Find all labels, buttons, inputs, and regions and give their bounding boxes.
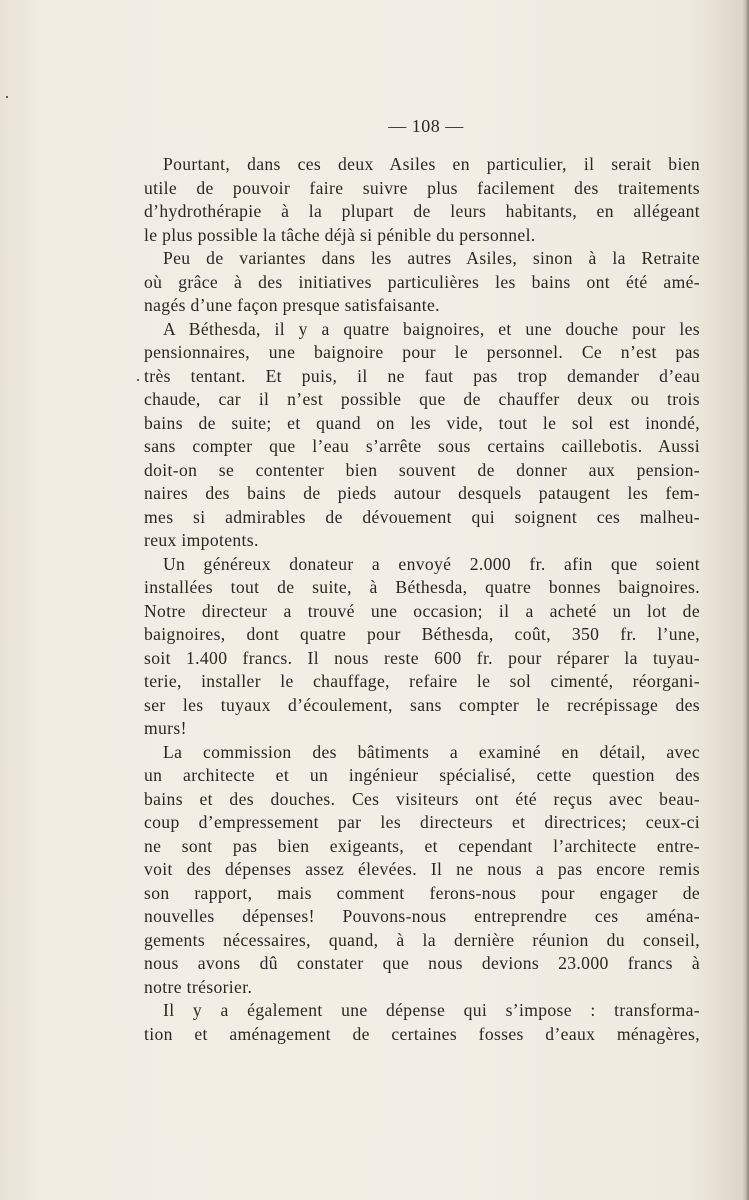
text-line: un architecte et un ingénieur spécialisé, cette question des [144,765,700,785]
text-line: son rapport, mais comment ferons-nous pour engager de [144,882,700,903]
text-line: nagés d’une façon presque satisfaisante. [144,295,440,315]
text-line: A Béthesda, il y a quatre baignoires, et une douche pour les [163,318,700,339]
text-line: soit 1.400 francs. Il nous reste 600 fr. pour réparer la tuyau- [144,647,700,668]
text-line: très tentant. Et puis, il ne faut pas trop demander d’eau [144,365,700,386]
text-line: pensionnaires, une baignoire pour le personnel. Ce n’est pas [144,342,700,362]
text-line: voit des dépenses assez élevées. Il ne nous a pas encore remis [144,859,700,879]
text-line: Peu de variantes dans les autres Asiles, sinon à la Retraite [163,248,700,268]
text-line: Notre directeur a trouvé une occasion; il a acheté un lot de [144,600,700,621]
text-line: reux impotents. [144,530,259,550]
text-line: d’hydrothérapie à la plupart de leurs habitants, en allégeant [144,201,700,221]
text-line: utile de pouvoir faire suivre plus facilement des traitements [144,177,700,198]
text-line: doit-on se contenter bien souvent de donner aux pension- [144,459,700,480]
text-line: murs! [144,718,187,738]
text-line: baignoires, dont quatre pour Béthesda, coût, 350 fr. l’une, [144,624,700,644]
paper-speck [6,96,8,98]
paper-speck [137,379,139,381]
text-line: nous avons dû constater que nous devions 23.000 francs à [144,953,700,973]
page-number: — 108 — [388,116,464,136]
text-line: bains et des douches. Ces visiteurs ont été reçus avec beau- [144,788,700,809]
page-edge-shadow [745,0,749,1200]
text-line: le plus possible la tâche déjà si pénible du personnel. [144,224,536,245]
text-line: Il y a également une dépense qui s’impose : transforma- [163,1000,700,1020]
text-line: nouvelles dépenses! Pouvons-nous entreprendre ces aména- [144,906,700,926]
text-line: La commission des bâtiments a examiné en détail, avec [163,741,700,762]
text-line: Pourtant, dans ces deux Asiles en particulier, il serait bien [163,154,700,174]
text-line: tion et aménagement de certaines fosses d’eaux ménagères, [144,1023,700,1044]
text-line: terie, installer le chauffage, refaire le sol cimenté, réorgani- [144,671,700,691]
text-line: naires des bains de pieds autour desquels pataugent les fem- [144,483,700,503]
text-line: Un généreux donateur a envoyé 2.000 fr. afin que soient [163,553,700,574]
text-line: mes si admirables de dévouement qui soignent ces malheu- [144,506,700,527]
text-line: bains de suite; et quand on les vide, tout le sol est inondé, [144,412,700,433]
text-line: chaude, car il n’est possible que de chauffer deux ou trois [144,389,700,409]
text-line: ser les tuyaux d’écoulement, sans compter le recrépissage des [144,694,700,715]
text-line: gements nécessaires, quand, à la dernière réunion du conseil, [144,929,700,950]
text-line: où grâce à des initiatives particulières les bains ont été amé- [144,271,700,292]
text-line: coup d’empressement par les directeurs et directrices; ceux-ci [144,812,700,832]
text-line: sans compter que l’eau s’arrête sous certains caillebotis. Aussi [144,436,700,456]
text-line: notre trésorier. [144,976,253,997]
text-line: ne sont pas bien exigeants, et cependant l’architecte entre- [144,835,700,856]
body-text [144,153,700,1046]
text-line: installées tout de suite, à Béthesda, quatre bonnes baignoires. [144,577,700,597]
